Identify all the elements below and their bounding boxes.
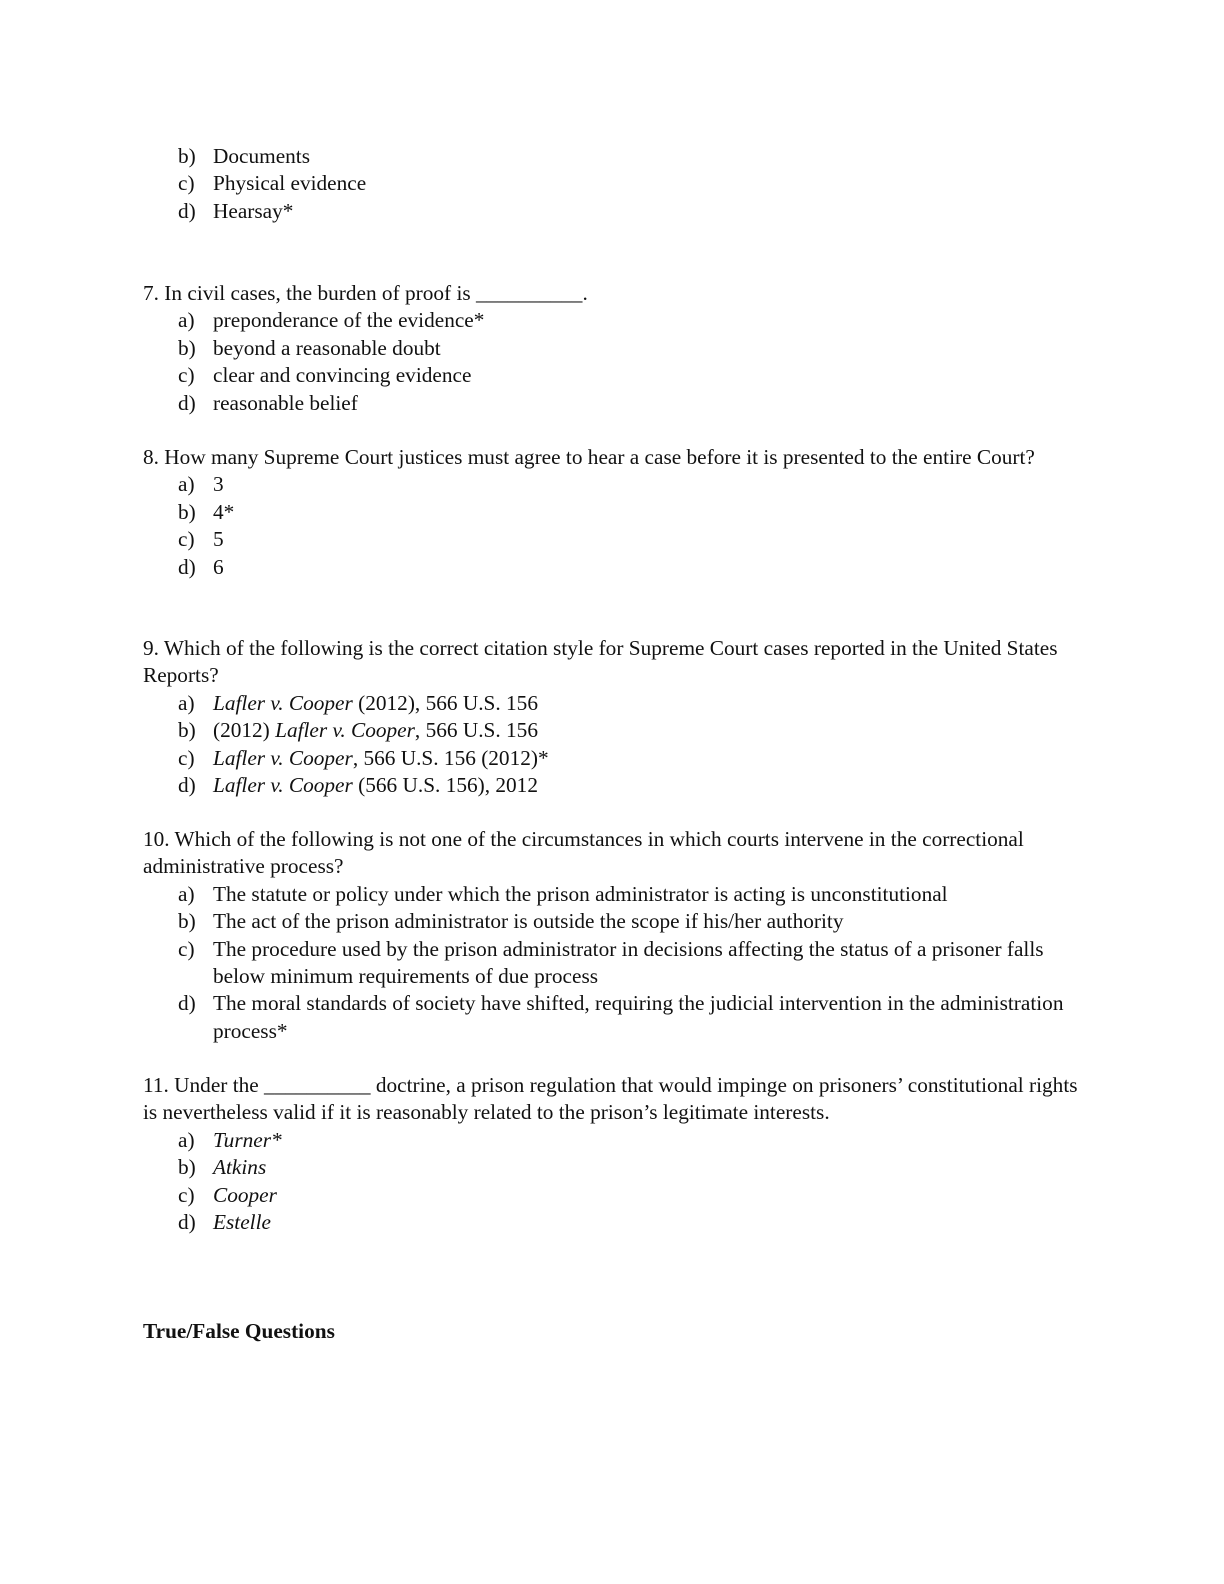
option-11c: c) Cooper xyxy=(178,1182,277,1207)
option-11b: b) Atkins xyxy=(178,1155,267,1180)
question-11 xyxy=(143,1072,1083,1236)
option-8c: c) 5 xyxy=(178,527,224,552)
option-8b: b) 4* xyxy=(178,499,235,524)
option-9b: b) (2012) Lafler v. Cooper, 566 U.S. 156 xyxy=(178,718,538,743)
section-heading-block xyxy=(143,1318,1083,1345)
question-8 xyxy=(143,444,1083,581)
question-10-stem: 10. Which of the following is not one of the circumstances in which courts intervene in the correctional administrative process? xyxy=(143,827,1024,879)
option-8a: a) 3 xyxy=(178,472,224,497)
option-7a: a) preponderance of the evidence* xyxy=(178,308,485,333)
option-10a: a) The statute or policy under which the prison administrator is acting is unconstitutional xyxy=(178,881,948,906)
option-7c: c) clear and convincing evidence xyxy=(178,363,472,388)
option-6d: d) Hearsay* xyxy=(178,198,294,223)
option-6b: b) Documents xyxy=(178,144,311,168)
question-7 xyxy=(143,280,1083,417)
option-9a: a) Lafler v. Cooper (2012), 566 U.S. 156 xyxy=(178,690,538,715)
option-8d: d) 6 xyxy=(178,554,224,579)
case-name: Lafler v. Cooper xyxy=(275,718,415,743)
option-10c: c) The procedure used by the prison administrator in decisions affecting the status of a prisoner falls below minimum requirements of due process xyxy=(178,936,1044,989)
option-10b: b) The act of the prison administrator is outside the scope if his/her authority xyxy=(178,909,844,934)
question-6-options xyxy=(143,143,1083,225)
case-name: Lafler v. Cooper xyxy=(213,745,353,770)
option-10d: d) The moral standards of society have shifted, requiring the judicial intervention in the administration process* xyxy=(178,991,1064,1043)
option-9c: c) Lafler v. Cooper, 566 U.S. 156 (2012)* xyxy=(178,745,549,770)
case-name: Lafler v. Cooper xyxy=(213,690,353,715)
section-heading: True/False Questions xyxy=(143,1319,335,1343)
question-8-stem: 8. How many Supreme Court justices must agree to hear a case before it is presented to the entire Court? xyxy=(143,445,1035,469)
case-name: Lafler v. Cooper xyxy=(213,773,353,798)
option-7b: b) beyond a reasonable doubt xyxy=(178,335,441,360)
option-6c: c) Physical evidence xyxy=(178,171,367,196)
question-10 xyxy=(143,826,1083,1045)
option-11a: a) Turner* xyxy=(178,1127,282,1152)
question-7-stem: 7. In civil cases, the burden of proof is __________. xyxy=(143,281,588,305)
question-9-stem: 9. Which of the following is the correct citation style for Supreme Court cases reported in the United States Reports? xyxy=(143,636,1058,688)
option-11d: d) Estelle xyxy=(178,1210,271,1235)
question-11-stem: 11. Under the __________ doctrine, a prison regulation that would impinge on prisoners’ constitutional rights is nevertheless valid if it is reasonably related to the prison’s legitimate interests. xyxy=(143,1073,1078,1125)
option-7d: d) reasonable belief xyxy=(178,390,358,415)
question-9 xyxy=(143,635,1083,799)
option-9d: d) Lafler v. Cooper (566 U.S. 156), 2012 xyxy=(178,773,538,798)
